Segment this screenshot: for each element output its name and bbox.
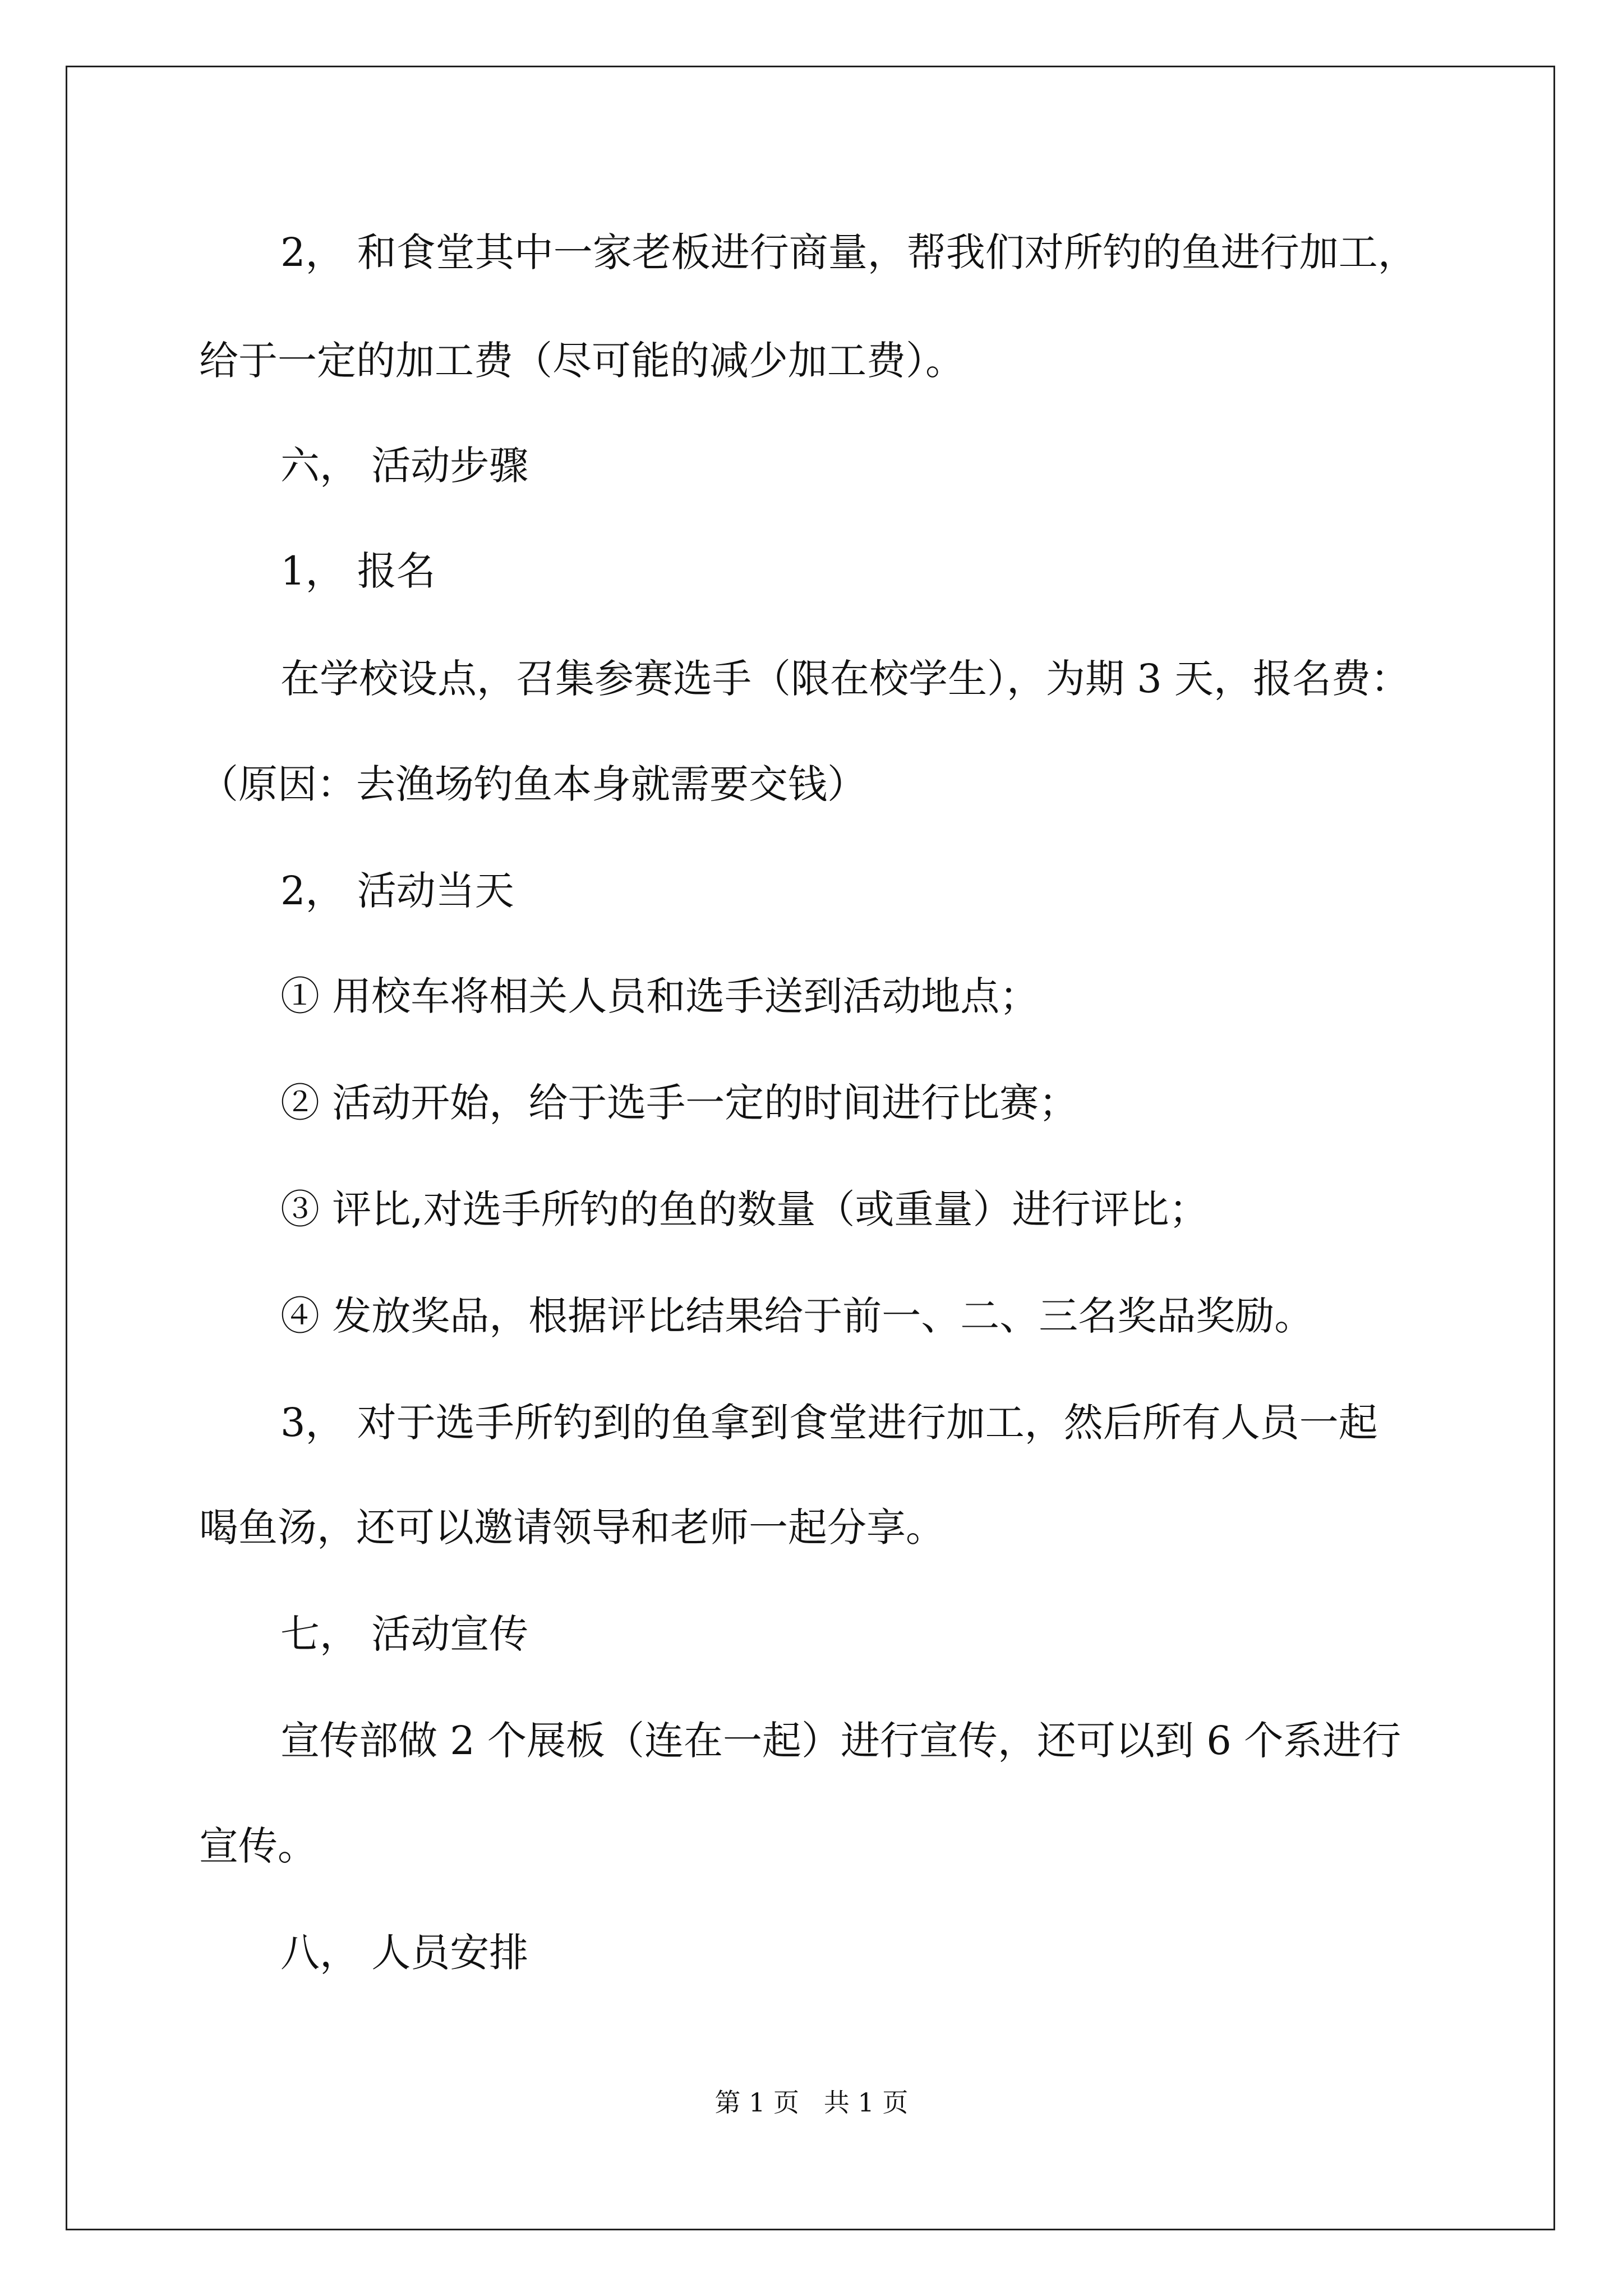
paragraph-line: 3， 对于选手所钓到的鱼拿到食堂进行加工，然后所有人员一起 <box>280 1400 1378 1446</box>
paragraph-line: 给于一定的加工费（尽可能的减少加工费）。 <box>199 338 965 384</box>
page-border <box>66 66 1555 2230</box>
list-item: ① 用校车将相关人员和选手送到活动地点； <box>280 973 1039 1019</box>
list-item: ② 活动开始，给于选手一定的时间进行比赛； <box>280 1080 1078 1126</box>
page-footer: 第 1 页 共 1 页 <box>714 2087 909 2118</box>
paragraph-line: 喝鱼汤，还可以邀请领导和老师一起分享。 <box>199 1504 945 1550</box>
paragraph-line: 宣传部做 2 个展板（连在一起）进行宣传，还可以到 6 个系进行 <box>280 1718 1401 1764</box>
list-item: ③ 评比,对选手所钓的鱼的数量（或重量）进行评比； <box>280 1186 1209 1232</box>
section-heading: 七， 活动宣传 <box>280 1611 529 1657</box>
step-heading: 2， 活动当天 <box>280 868 514 914</box>
section-heading: 六， 活动步骤 <box>280 443 529 489</box>
step-heading: 1， 报名 <box>280 548 436 594</box>
section-heading: 八， 人员安排 <box>280 1930 529 1976</box>
paragraph-line: 在学校设点，召集参赛选手（限在校学生），为期 3 天，报名费： <box>280 656 1410 702</box>
paragraph-line: 2， 和食堂其中一家老板进行商量，帮我们对所钓的鱼进行加工， <box>280 229 1417 275</box>
paragraph-line: （原因：去渔场钓鱼本身就需要交钱） <box>199 761 866 807</box>
paragraph-line: 宣传。 <box>199 1823 317 1869</box>
list-item: ④ 发放奖品，根据评比结果给于前一、二、三名奖品奖励。 <box>280 1293 1314 1339</box>
